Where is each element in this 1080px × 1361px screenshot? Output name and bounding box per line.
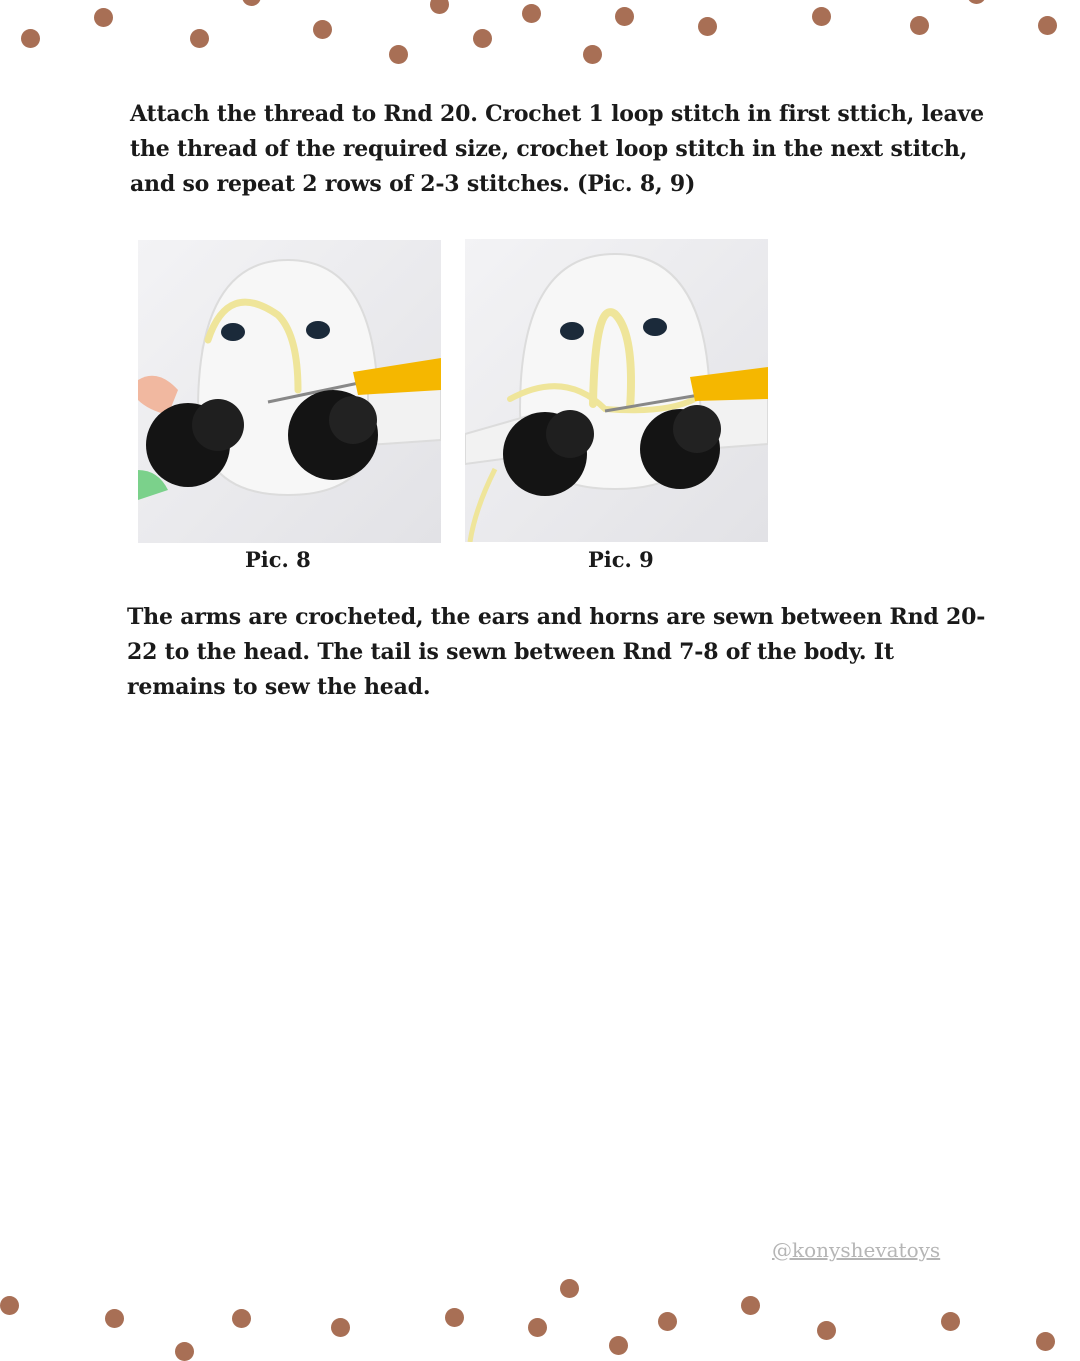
pic-8-photo (138, 240, 441, 543)
decorative-dot (1038, 16, 1057, 35)
decorative-dot (528, 1318, 547, 1337)
decorative-dot (812, 7, 831, 26)
watermark-handle: @konyshevatoys (772, 1238, 941, 1262)
decorative-dot (445, 1308, 464, 1327)
decorative-dot (0, 1296, 19, 1315)
decorative-dot (94, 8, 113, 27)
decorative-dot (741, 1296, 760, 1315)
decorative-dot (560, 1279, 579, 1298)
top-dot-border (0, 0, 1080, 80)
decorative-dot (331, 1318, 350, 1337)
decorative-dot (698, 17, 717, 36)
decorative-dot (1036, 1332, 1055, 1351)
decorative-dot (190, 29, 209, 48)
crochet-toy-illustration (138, 240, 441, 543)
decorative-dot (175, 1342, 194, 1361)
decorative-dot (941, 1312, 960, 1331)
decorative-dot (105, 1309, 124, 1328)
bottom-dot-border (0, 1270, 1080, 1350)
decorative-dot (817, 1321, 836, 1340)
decorative-dot (910, 16, 929, 35)
decorative-dot (313, 20, 332, 39)
pic-9-caption: Pic. 9 (588, 547, 654, 572)
decorative-dot (389, 45, 408, 64)
decorative-dot (242, 0, 261, 6)
decorative-dot (615, 7, 634, 26)
decorative-dot (430, 0, 449, 14)
decorative-dot (658, 1312, 677, 1331)
decorative-dot (473, 29, 492, 48)
crochet-toy-illustration (465, 239, 768, 542)
decorative-dot (232, 1309, 251, 1328)
decorative-dot (522, 4, 541, 23)
decorative-dot (967, 0, 986, 4)
decorative-dot (583, 45, 602, 64)
instruction-paragraph-1: Attach the thread to Rnd 20. Crochet 1 loop stitch in first sttich, leave the thread of the required size, crochet loop stitch in the next stitch, and so repeat 2 rows of 2-3 stitches. (Pic. 8, 9) (130, 101, 984, 197)
instruction-paragraph-2: The arms are crocheted, the ears and horns are sewn between Rnd 20-22 to the head. The tail is sewn between Rnd 7-8 of the body. It remains to sew the head. (127, 604, 986, 700)
decorative-dot (609, 1336, 628, 1355)
decorative-dot (21, 29, 40, 48)
pic-9-photo (465, 239, 768, 542)
pic-8-caption: Pic. 8 (245, 547, 311, 572)
